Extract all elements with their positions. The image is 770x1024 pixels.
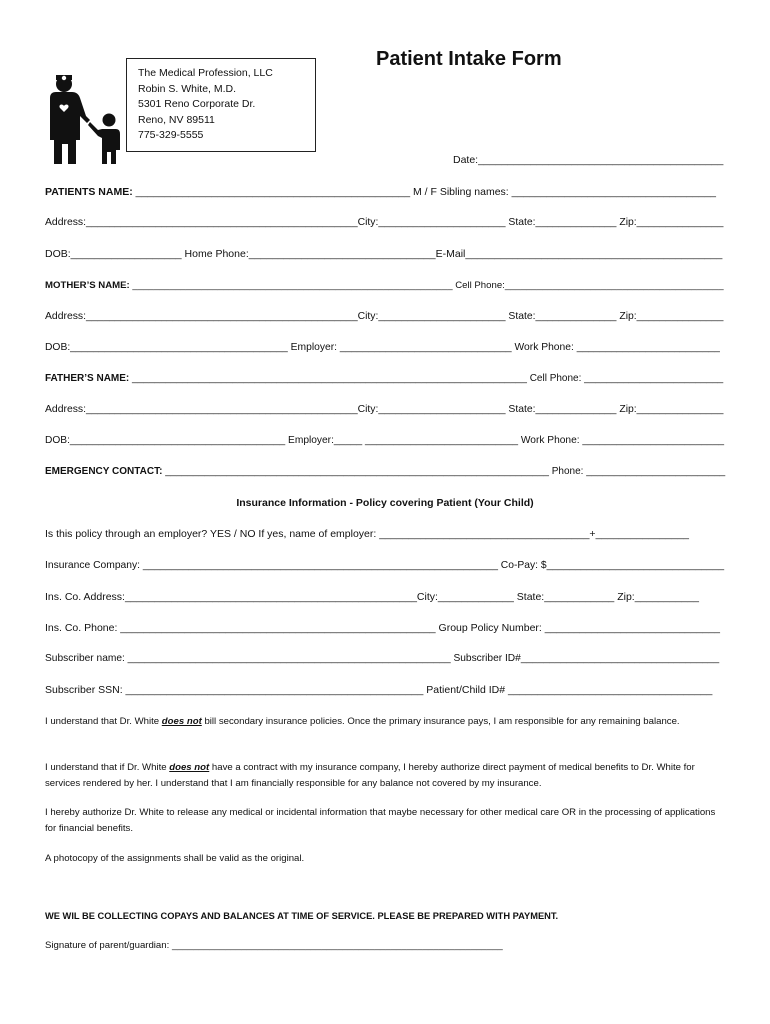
subscriber-name-row[interactable]: Subscriber name: _________________________________________________________ Subscriber ID#___________________________________: [45, 653, 720, 664]
employer-policy-row[interactable]: Is this policy through an employer? YES / NO If yes, name of employer: ____________________________________+________________: [45, 528, 690, 540]
emergency-contact-row[interactable]: [45, 466, 725, 477]
insurance-heading: Insurance Information - Policy covering Patient (Your Child): [236, 497, 534, 509]
mother-name-row[interactable]: [45, 280, 724, 291]
doctor-and-child-icon: [46, 72, 124, 164]
mother-dob-row[interactable]: DOB:______________________________________ Employer: ______________________________ Work Phone: _________________________: [45, 342, 720, 353]
subscriber-ssn-row[interactable]: Subscriber SSN: ___________________________________________________ Patient/Child ID# ___________________________________: [45, 684, 713, 696]
mother-name-label: MOTHER’S NAME:: [45, 280, 130, 291]
emergency-contact-label: EMERGENCY CONTACT:: [45, 466, 163, 477]
doctor-name: Robin S. White, M.D.: [138, 82, 237, 95]
mother-address-row[interactable]: Address:_______________________________________________City:______________________ State:______________ Zip:_______________: [45, 311, 724, 322]
copay-notice: WE WIL BE COLLECTING COPAYS AND BALANCES AT TIME OF SERVICE. PLEASE BE PREPARED WITH PAYMENT.: [45, 911, 559, 921]
photocopy-statement: A photocopy of the assignments shall be valid as the original.: [45, 853, 305, 864]
insurance-address-row[interactable]: Ins. Co. Address:__________________________________________________City:_____________ State:____________ Zip:___________: [45, 591, 699, 603]
city-state-zip: Reno, NV 89511: [138, 113, 215, 126]
practice-address-box: [126, 58, 316, 152]
emergency-contact-fields[interactable]: _____________________________________________________________________ Phone: _________________________: [162, 466, 726, 477]
mother-name-fields[interactable]: ____________________________________________________________ Cell Phone:_________________________________________: [129, 280, 724, 291]
payment-authorization-statement: I understand that if Dr. White does not have a contract with my insurance company, I hereby authorize direct payment of medical benefits to Dr. White for services rendered by her. I understand that I am financially responsible for any balance not covered by my insurance.: [45, 762, 695, 789]
street-address: 5301 Reno Corporate Dr.: [138, 98, 256, 110]
patient-name-row[interactable]: [45, 186, 716, 198]
release-authorization-statement: I hereby authorize Dr. White to release any medical or incidental information that maybe necessary for other medical care OR in the processing of applications for financial benefits.: [45, 807, 716, 834]
patient-dob-row[interactable]: DOB:___________________ Home Phone:________________________________E-Mail____________________________________________: [45, 248, 723, 260]
patient-name-fields[interactable]: _______________________________________________ M / F Sibling names: ___________________________________: [132, 186, 717, 198]
patient-address-row[interactable]: Address:_______________________________________________City:______________________ State:______________ Zip:_______________: [45, 217, 724, 228]
father-dob-row[interactable]: DOB:______________________________________ Employer:_____ ___________________________ Work Phone: _________________________: [45, 435, 725, 446]
phone-number: 775-329-5555: [138, 129, 204, 141]
secondary-billing-statement: I understand that Dr. White does not bill secondary insurance policies. Once the primary insurance pays, I am responsible for any remaining balance.: [45, 716, 680, 727]
practice-name: The Medical Profession, LLC: [138, 67, 273, 79]
patient-name-label: PATIENTS NAME:: [45, 186, 133, 198]
insurance-company-row[interactable]: Insurance Company: ______________________________________________________________ Co-Pay: $_______________________________: [45, 560, 725, 571]
form-title: Patient Intake Form: [376, 48, 562, 70]
father-name-row[interactable]: [45, 373, 723, 384]
insurance-phone-row[interactable]: Ins. Co. Phone: ______________________________________________________ Group Policy Number: ______________________________: [45, 622, 720, 634]
father-address-row[interactable]: Address:_______________________________________________City:______________________ State:______________ Zip:_______________: [45, 404, 724, 415]
date-field[interactable]: Date:__________________________________________: [453, 154, 724, 166]
signature-field[interactable]: Signature of parent/guardian: ______________________________________________________________: [45, 940, 503, 951]
father-name-fields[interactable]: _______________________________________________________________________ Cell Phone: _________________________: [129, 373, 724, 384]
father-name-label: FATHER’S NAME:: [45, 373, 130, 384]
